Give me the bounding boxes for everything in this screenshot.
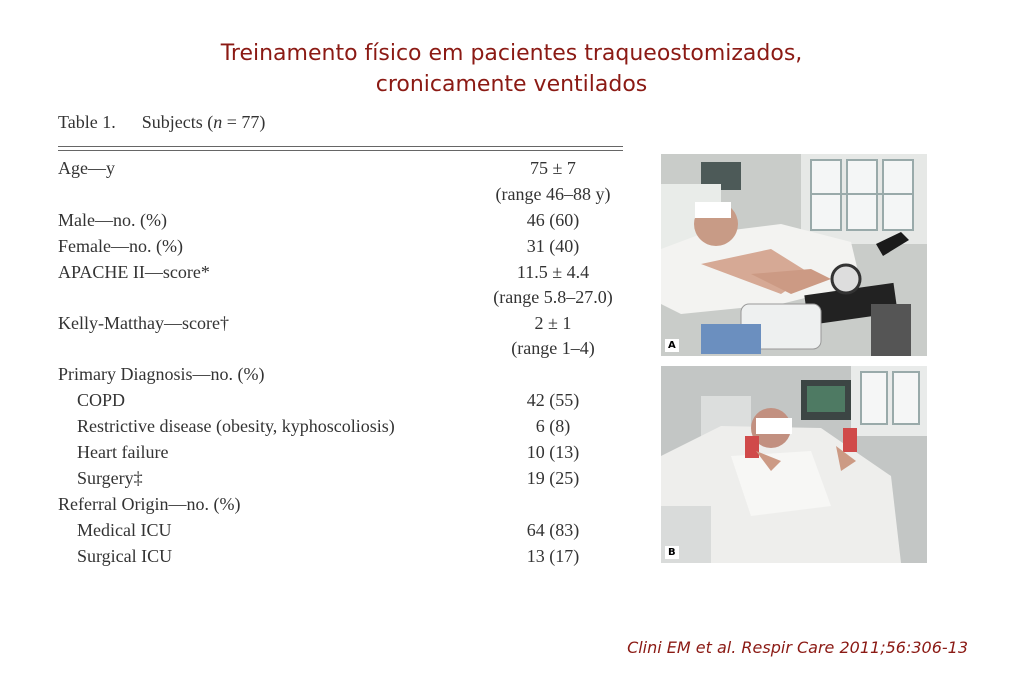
caption-n: n (213, 112, 223, 132)
row-value: 13 (17) (526, 546, 580, 566)
photo-b-label: B (665, 546, 679, 559)
table-row (58, 236, 623, 260)
table-row (58, 262, 623, 286)
row-value: 2 ± 1 (534, 313, 572, 333)
row-value: 11.5 ± 4.4 (516, 262, 590, 282)
row-label: Restrictive disease (obesity, kyphoscoliosis) (77, 416, 395, 436)
table-caption (58, 112, 265, 133)
table-row (58, 390, 623, 414)
row-value: (range 1–4) (511, 338, 595, 358)
caption-pre: Subjects ( (141, 112, 214, 132)
table-row (58, 416, 623, 440)
row-value: 64 (83) (526, 520, 580, 540)
row-value: 6 (8) (535, 416, 571, 436)
table-top-rule (58, 146, 623, 147)
row-label: COPD (77, 390, 126, 410)
row-label: Kelly-Matthay—score† (58, 313, 229, 333)
title-line-1: Treinamento físico em pacientes traqueostomizados, (220, 41, 803, 66)
row-label: APACHE II—score* (58, 262, 210, 282)
row-value: 19 (25) (526, 468, 580, 488)
table-row (58, 210, 623, 234)
row-value: 75 ± 7 (530, 158, 576, 178)
row-value: 46 (60) (526, 210, 580, 230)
table-number: Table 1. (58, 112, 116, 132)
row-label: Female—no. (%) (58, 236, 183, 256)
row-label: Surgery‡ (77, 468, 143, 488)
table-row (58, 494, 623, 518)
row-value: (range 5.8–27.0) (493, 287, 613, 307)
table-row (58, 468, 623, 492)
row-label: Primary Diagnosis—no. (%) (58, 364, 265, 384)
row-value: 42 (55) (526, 390, 580, 410)
photo-a-label: A (665, 339, 679, 352)
table-row (58, 287, 623, 311)
row-label: Referral Origin—no. (%) (58, 494, 241, 514)
caption-post: = 77) (222, 112, 266, 132)
citation: Clini EM et al. Respir Care 2011;56:306-13 (627, 638, 968, 657)
table-row (58, 520, 623, 544)
row-label: Heart failure (77, 442, 169, 462)
table-row (58, 158, 623, 182)
row-value: 31 (40) (526, 236, 580, 256)
table-row (58, 313, 623, 337)
table-row (58, 442, 623, 466)
photo-b (661, 366, 927, 563)
table-row (58, 546, 623, 570)
title-line-2: cronicamente ventilados (375, 72, 648, 97)
photo-b-image (661, 366, 927, 563)
row-label: Surgical ICU (77, 546, 173, 566)
table-row (58, 184, 623, 208)
row-value: 10 (13) (526, 442, 580, 462)
row-label: Age—y (58, 158, 115, 178)
slide-title (0, 38, 1023, 100)
table-row (58, 338, 623, 362)
row-value: (range 46–88 y) (495, 184, 611, 204)
photo-a-image (661, 154, 927, 356)
table-top-rule-2 (58, 150, 623, 151)
photo-a (661, 154, 927, 356)
table-row (58, 364, 623, 388)
row-label: Medical ICU (77, 520, 172, 540)
row-label: Male—no. (%) (58, 210, 167, 230)
